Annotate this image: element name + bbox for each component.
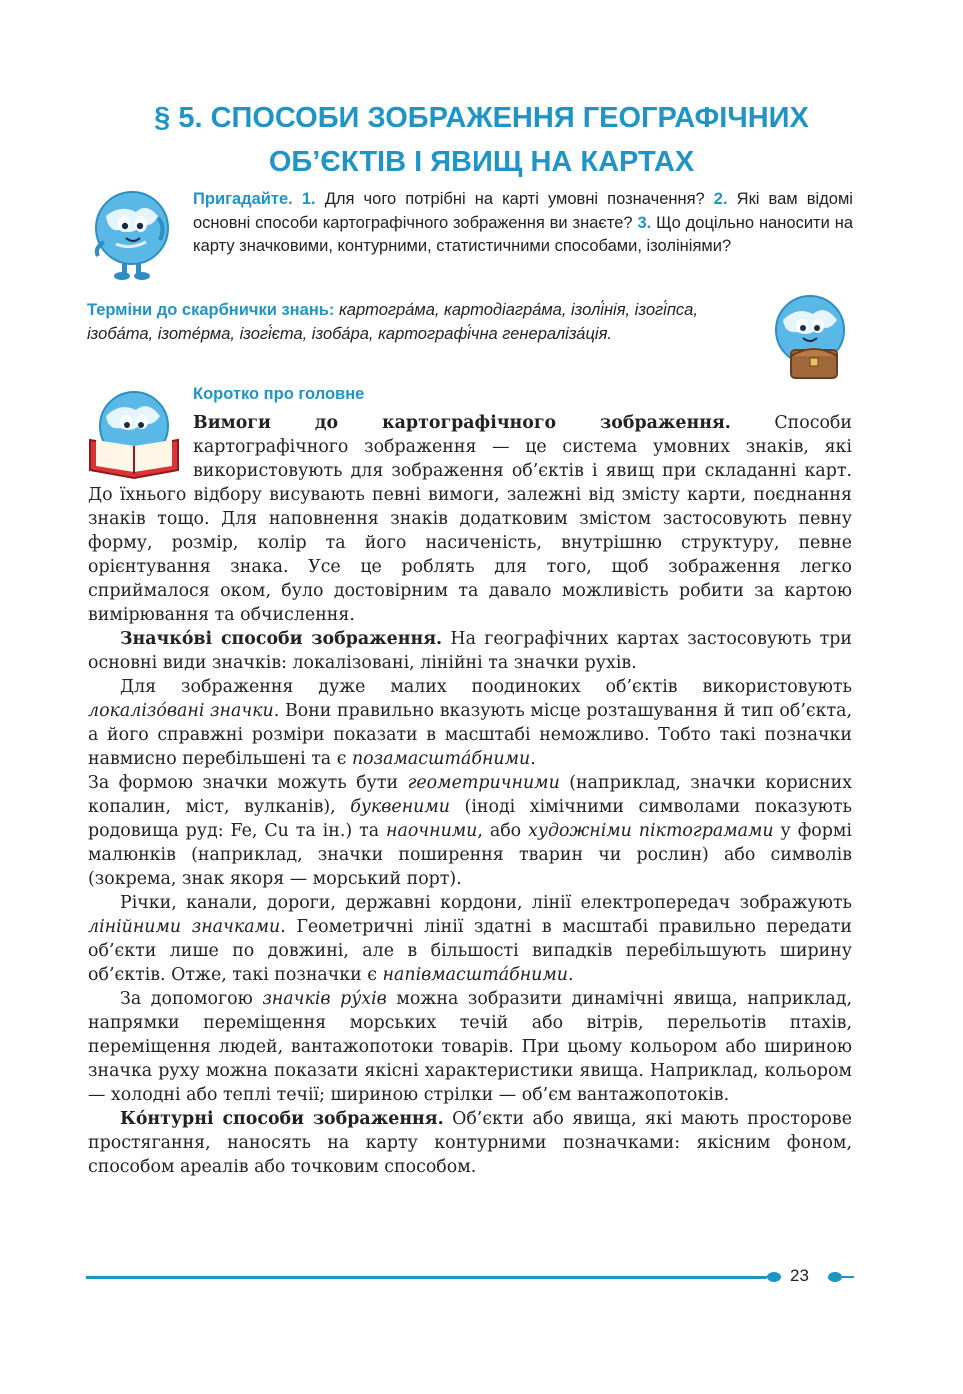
paragraph-requirements <box>88 411 852 627</box>
paragraph-text: Річки, канали, дороги, державні кордони, лінії електропередач зображують <box>120 893 852 913</box>
term-off-scale: позамасшта́бними <box>351 749 531 769</box>
main-text <box>88 411 852 1179</box>
paragraph-text: (наприклад, значки корисних копалин, міст, вулканів), <box>88 773 852 817</box>
term-linear: лінійними значками <box>88 917 281 937</box>
paragraph-localized <box>88 675 852 771</box>
paragraph-linear <box>88 891 852 987</box>
paragraph-point-symbols <box>88 627 852 675</box>
footer-rule <box>86 1276 766 1279</box>
paragraph-text: . <box>530 749 536 769</box>
bullet-dot-icon <box>826 1269 854 1285</box>
term-contour: Ко́нтурні способи зображення. <box>120 1109 444 1129</box>
paragraph-text: у формі малюнків (наприклад, значки поширення тварин чи рослин) або символів (зокрема, знак якоря — морський порт). <box>88 821 852 889</box>
image-float-space <box>88 411 193 483</box>
recall-label: Пригадайте. <box>193 190 293 208</box>
terms-label: Терміни до скарбнички знань: <box>87 301 335 319</box>
question-2: Які вам відомі основні способи картографічного зображення ви знаєте? <box>193 190 853 232</box>
term-requirements: Вимоги до картографічного зображення. <box>193 413 731 433</box>
paragraph-text: За допомогою <box>120 989 263 1009</box>
page-title <box>0 96 963 184</box>
term-pictograms: художніми піктограмами <box>528 821 774 841</box>
page-number: 23 <box>790 1266 809 1285</box>
question-number-3: 3. <box>637 213 652 232</box>
term-half-scale: напівмасшта́бними <box>382 965 569 985</box>
paragraph-shapes <box>88 771 852 891</box>
recall-questions <box>193 188 853 259</box>
paragraph-text: За формою значки можуть бути <box>88 773 408 793</box>
bullet-dot-icon <box>760 1269 782 1285</box>
term-letter: буквеними <box>350 797 450 817</box>
title-line-1: § 5. СПОСОБИ ЗОБРАЖЕННЯ ГЕОГРАФІЧНИХ <box>154 102 809 134</box>
paragraph-text: На географічних картах застосовують три основні види значків: локалізовані, лінійні та значки рухів. <box>88 629 852 673</box>
paragraph-contour <box>88 1107 852 1179</box>
question-1: Для чого потрібні на карті умовні позначення? <box>315 190 714 208</box>
paragraph-text: можна зобразити динамічні явища, наприклад, напрямки переміщення морських течій або вітрів, перельотів птахів, переміщення людей, вантажопотоки товарів. При цьому кольором або шириною значка руху можна показати якісні характеристики явища. Наприклад, кольором — холодні або теплі течії; шириною стрілки — об’єм вантажопотоків. <box>88 989 853 1105</box>
paragraph-text: . Геометричні лінії здатні в масштабі правильно передати об’єкти лише по довжині, але в більшості випадків перебільшують ширину об’єктів. Отже, такі позначки є <box>88 917 852 985</box>
paragraph-text: , або <box>477 821 529 841</box>
paragraph-text: Для зображення дуже малих поодиноких об’єктів використовують <box>120 677 852 697</box>
terms-list: картогра́ма, картодіагра́ма, ізолі́нія, ізогі́пса, ізоба́та, ізоте́рма, ізогі́єта, ізоба́ра, картографі́чна генераліза́ція. <box>87 301 698 343</box>
paragraph-text: (іноді хімічними символами показують родовища руд: Fe, Cu та ін.) та <box>88 797 852 841</box>
term-localized: локалізо́вані значки <box>88 701 274 721</box>
paragraph-text: . Вони правильно вказують місце розташування й тип об’єкта, а його справжні розміри показати в масштабі неможливо. Тобто такі позначки навмисно перебільшені та є <box>88 701 852 769</box>
paragraph-motion <box>88 987 852 1107</box>
term-motion-symbols: значків ру́хів <box>262 989 387 1009</box>
title-line-2: ОБ’ЄКТІВ І ЯВИЩ НА КАРТАХ <box>268 146 695 178</box>
brief-heading: Коротко про головне <box>193 385 365 403</box>
question-3: Що доцільно наносити на карту значковими, контурними, статистичними способами, ізолініями? <box>193 213 853 255</box>
question-number-2: 2. <box>713 190 728 208</box>
globe-mascot-chest-icon <box>765 292 855 384</box>
term-point-symbols: Значко́ві способи зображення. <box>120 629 443 649</box>
paragraph-text: Способи картографічного зображення — це система умовних знаків, які використовують для зображення об’єктів і явищ при складанні карт. До їхнього відбору висувають певні вимоги, залежні від змісту карти, поєднання знаків тощо. Для наповнення знаків додатковим змістом застосовують певну форму, розмір, колір та його насиченість, внутрішню структуру, певне орієнтування знака. Усе це роблять для того, щоб зображення легко сприймалося оком, було достовірним та давало можливість робити за картою вимірювання та обчислення. <box>88 413 852 625</box>
paragraph-text: Об’єкти або явища, які мають просторове простягання, наносять на карту контурними позначками: якісним фоном, способом ареалів або точковим способом. <box>88 1109 852 1177</box>
terms-section <box>87 299 757 346</box>
paragraph-text: . <box>568 965 574 985</box>
globe-mascot-thinking-icon <box>86 186 172 281</box>
term-geometric: геометричними <box>407 773 560 793</box>
term-visual: наочними <box>386 821 478 841</box>
question-number-1: 1. <box>301 190 316 208</box>
